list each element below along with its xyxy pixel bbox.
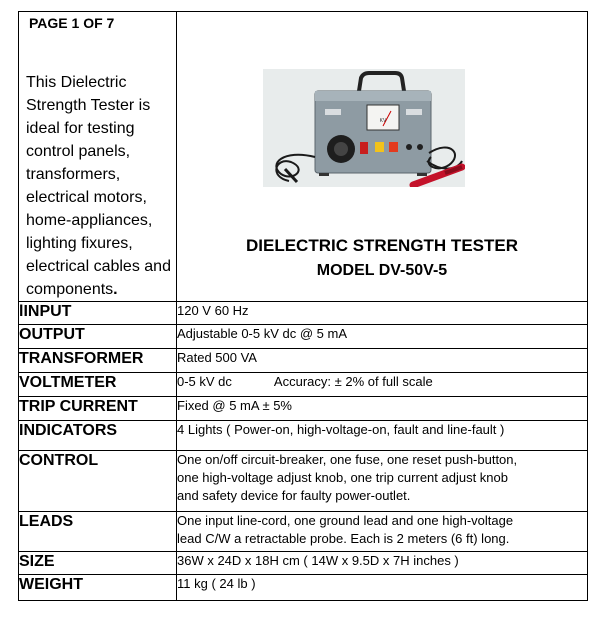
spec-value: Rated 500 VA [177, 349, 588, 373]
spec-label: TRIP CURRENT [19, 397, 177, 421]
spec-label: LEADS [19, 512, 177, 552]
spec-value: Adjustable 0-5 kV dc @ 5 mA [177, 325, 588, 349]
spec-sheet-table [18, 11, 588, 601]
spec-label: INDICATORS [19, 421, 177, 451]
product-cell [177, 12, 588, 302]
intro-period: . [113, 281, 118, 298]
spec-label: CONTROL [19, 451, 177, 512]
header-row [19, 12, 588, 302]
spec-label: lINPUT [19, 302, 177, 325]
spec-row-size [19, 552, 588, 575]
spec-value: 120 V 60 Hz [177, 302, 588, 325]
spec-row-transformer [19, 349, 588, 373]
spec-row-control [19, 451, 588, 512]
spec-label: VOLTMETER [19, 373, 177, 397]
spec-value: Fixed @ 5 mA ± 5% [177, 397, 588, 421]
meter-label: KV [379, 118, 387, 124]
spec-value: 36W x 24D x 18H cm ( 14W x 9.5D x 7H inches ) [177, 552, 588, 575]
spec-row-trip-current [19, 397, 588, 421]
product-photo [263, 69, 465, 187]
spec-label: WEIGHT [19, 575, 177, 601]
intro-paragraph [19, 71, 176, 301]
spec-value-line: lead C/W a retractable probe. Each is 2 meters (6 ft) long. [177, 531, 510, 546]
spec-value: 11 kg ( 24 lb ) [177, 575, 588, 601]
page-number: PAGE 1 OF 7 [29, 15, 115, 31]
spec-value-cell [177, 512, 588, 552]
spec-label: SIZE [19, 552, 177, 575]
spec-value: 4 Lights ( Power-on, high-voltage-on, fault and line-fault ) [177, 421, 588, 451]
spec-row-input [19, 302, 588, 325]
intro-cell [19, 12, 177, 302]
spec-row-voltmeter [19, 373, 588, 397]
spec-label: TRANSFORMER [19, 349, 177, 373]
spec-row-output [19, 325, 588, 349]
product-titles [177, 236, 587, 280]
product-title: DIELECTRIC STRENGTH TESTER [245, 236, 518, 255]
spec-label: OUTPUT [19, 325, 177, 349]
spec-value: 0-5 kV dc [177, 374, 232, 389]
spec-row-leads [19, 512, 588, 552]
spec-row-weight [19, 575, 588, 601]
spec-value-cell [177, 451, 588, 512]
intro-text: This Dielectric Strength Tester is ideal for testing control panels, transformers, electrical motors, home-appliances, lighting fixures, electrical cables and components [26, 74, 171, 298]
model-number: MODEL DV-50V-5 [316, 262, 448, 279]
spec-value-line: and safety device for faulty power-outlet. [177, 488, 411, 503]
spec-value-line: One input line-cord, one ground lead and one high-voltage [177, 513, 514, 528]
spec-value-cell [177, 373, 588, 397]
spec-value-accuracy: Accuracy: ± 2% of full scale [273, 374, 433, 389]
spec-value-line: one high-voltage adjust knob, one trip current adjust knob [177, 470, 508, 485]
spec-row-indicators [19, 421, 588, 451]
spec-value-line: One on/off circuit-breaker, one fuse, one reset push-button, [177, 452, 518, 467]
